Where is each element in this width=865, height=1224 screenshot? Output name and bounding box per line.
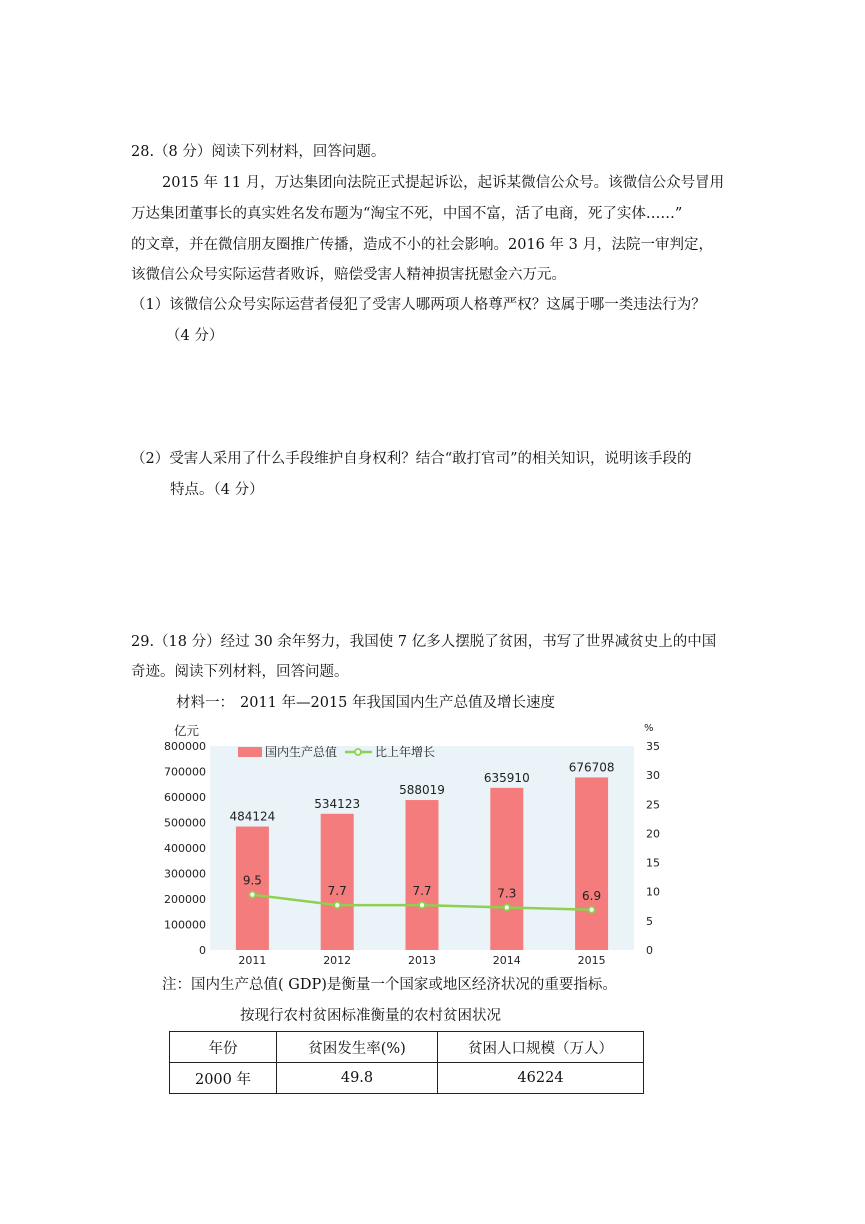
- gdp-bar-label-2015: 676708: [568, 760, 615, 775]
- right-tick-10: 10: [646, 885, 660, 899]
- x-tick-2011: 2011: [238, 954, 267, 967]
- x-tick-2014: 2014: [492, 954, 521, 967]
- q28-material-line-3: 的文章，并在微信朋友圈推广传播，造成不小的社会影响。2016 年 3 月，法院一审判定，: [131, 237, 713, 253]
- table-header-population: 贫困人口规模（万人）: [438, 1032, 644, 1063]
- q28-sub1-line-2: （4 分）: [166, 328, 224, 344]
- left-tick-300000: 300000: [164, 867, 206, 881]
- legend-growth: 比上年增长: [375, 745, 436, 759]
- left-tick-500000: 500000: [164, 816, 206, 830]
- q28-title: 28.（8 分）阅读下列材料，回答问题。: [131, 144, 386, 160]
- q28-sub1-line-1: （1）该微信公众号实际运营者侵犯了受害人哪两项人格尊严权？这属于哪一类违法行为？: [131, 297, 706, 313]
- table-cell-rate: 49.8: [277, 1063, 438, 1094]
- legend-gdp: 国内生产总值: [265, 745, 338, 759]
- q28-sub2-line-2: 特点。（4 分）: [170, 482, 264, 498]
- left-tick-0: 0: [199, 944, 206, 957]
- growth-label-2012: 7.7: [327, 884, 347, 899]
- growth-label-2015: 6.9: [582, 888, 602, 903]
- gdp-chart: [160, 718, 660, 970]
- q28-material-line-2: 万达集团董事长的真实姓名发布题为“淘宝不死，中国不富，活了电商，死了实体……”: [131, 206, 683, 222]
- q28-sub2-line-1: （2）受害人采用了什么手段维护自身权利？结合“敢打官司”的相关知识，说明该手段的: [131, 451, 692, 467]
- gdp-bar-label-2011: 484124: [229, 809, 276, 824]
- gdp-bar-2013: [406, 800, 439, 950]
- gdp-note: 注：国内生产总值( GDP)是衡量一个国家或地区经济状况的重要指标。: [162, 977, 617, 993]
- table-row: [170, 1063, 644, 1094]
- growth-point-2014: [504, 904, 510, 910]
- legend-bar-swatch: [238, 747, 262, 757]
- growth-label-2013: 7.7: [412, 884, 432, 899]
- gdp-bar-label-2013: 588019: [399, 783, 445, 798]
- q29-title-line-2: 奇迹。阅读下列材料，回答问题。: [131, 664, 349, 680]
- gdp-bar-2012: [321, 814, 354, 950]
- material1-label: 材料一：: [176, 695, 234, 711]
- table-header-year: 年份: [170, 1032, 277, 1063]
- material1-title: 2011 年—2015 年我国国内生产总值及增长速度: [240, 695, 556, 711]
- x-tick-2012: 2012: [323, 954, 352, 967]
- right-tick-35: 35: [646, 740, 660, 753]
- chart-legend: [238, 744, 435, 759]
- q28-material-line-4: 该微信公众号实际运营者败诉，赔偿受害人精神损害抚慰金六万元。: [131, 267, 566, 283]
- left-tick-700000: 700000: [164, 765, 206, 779]
- gdp-bar-label-2012: 534123: [314, 796, 361, 811]
- growth-point-2013: [419, 902, 425, 908]
- table-cell-year: 2000 年: [170, 1063, 277, 1094]
- q28-material-line-1: 2015 年 11 月，万达集团向法院正式提起诉讼，起诉某微信公众号。该微信公众号冒用: [162, 175, 725, 191]
- right-axis-unit: %: [644, 723, 654, 734]
- right-tick-15: 15: [646, 856, 660, 870]
- right-tick-30: 30: [646, 769, 660, 783]
- gdp-bar-2011: [236, 827, 269, 950]
- poverty-table-title: 按现行农村贫困标准衡量的农村贫困状况: [240, 1008, 501, 1024]
- left-tick-400000: 400000: [164, 842, 206, 855]
- right-tick-0: 0: [646, 944, 653, 957]
- left-tick-200000: 200000: [164, 893, 206, 906]
- poverty-table: [169, 1031, 644, 1094]
- growth-label-2014: 7.3: [497, 886, 517, 901]
- x-tick-2015: 2015: [577, 954, 606, 967]
- right-tick-25: 25: [646, 798, 660, 812]
- growth-point-2012: [334, 902, 340, 908]
- q29-title-line-1: 29.（18 分）经过 30 余年努力，我国使 7 亿多人摆脱了贫困，书写了世界减贫史上的中国: [131, 634, 717, 650]
- left-tick-800000: 800000: [164, 740, 206, 753]
- gdp-bar-2015: [575, 777, 608, 950]
- left-tick-100000: 100000: [164, 918, 206, 932]
- table-header-rate: 贫困发生率(%): [277, 1032, 438, 1063]
- left-tick-600000: 600000: [164, 791, 206, 804]
- gdp-bar-label-2014: 635910: [483, 770, 530, 785]
- left-axis-unit: 亿元: [174, 723, 200, 738]
- table-cell-population: 46224: [438, 1063, 644, 1094]
- gdp-bar-2014: [490, 788, 523, 950]
- table-header-row: [170, 1032, 644, 1063]
- growth-point-2015: [589, 907, 595, 913]
- growth-label-2011: 9.5: [242, 873, 262, 888]
- right-tick-5: 5: [646, 914, 653, 928]
- legend-line-marker: [355, 749, 361, 755]
- growth-point-2011: [249, 892, 255, 898]
- x-tick-2013: 2013: [408, 954, 436, 967]
- right-tick-20: 20: [646, 827, 660, 841]
